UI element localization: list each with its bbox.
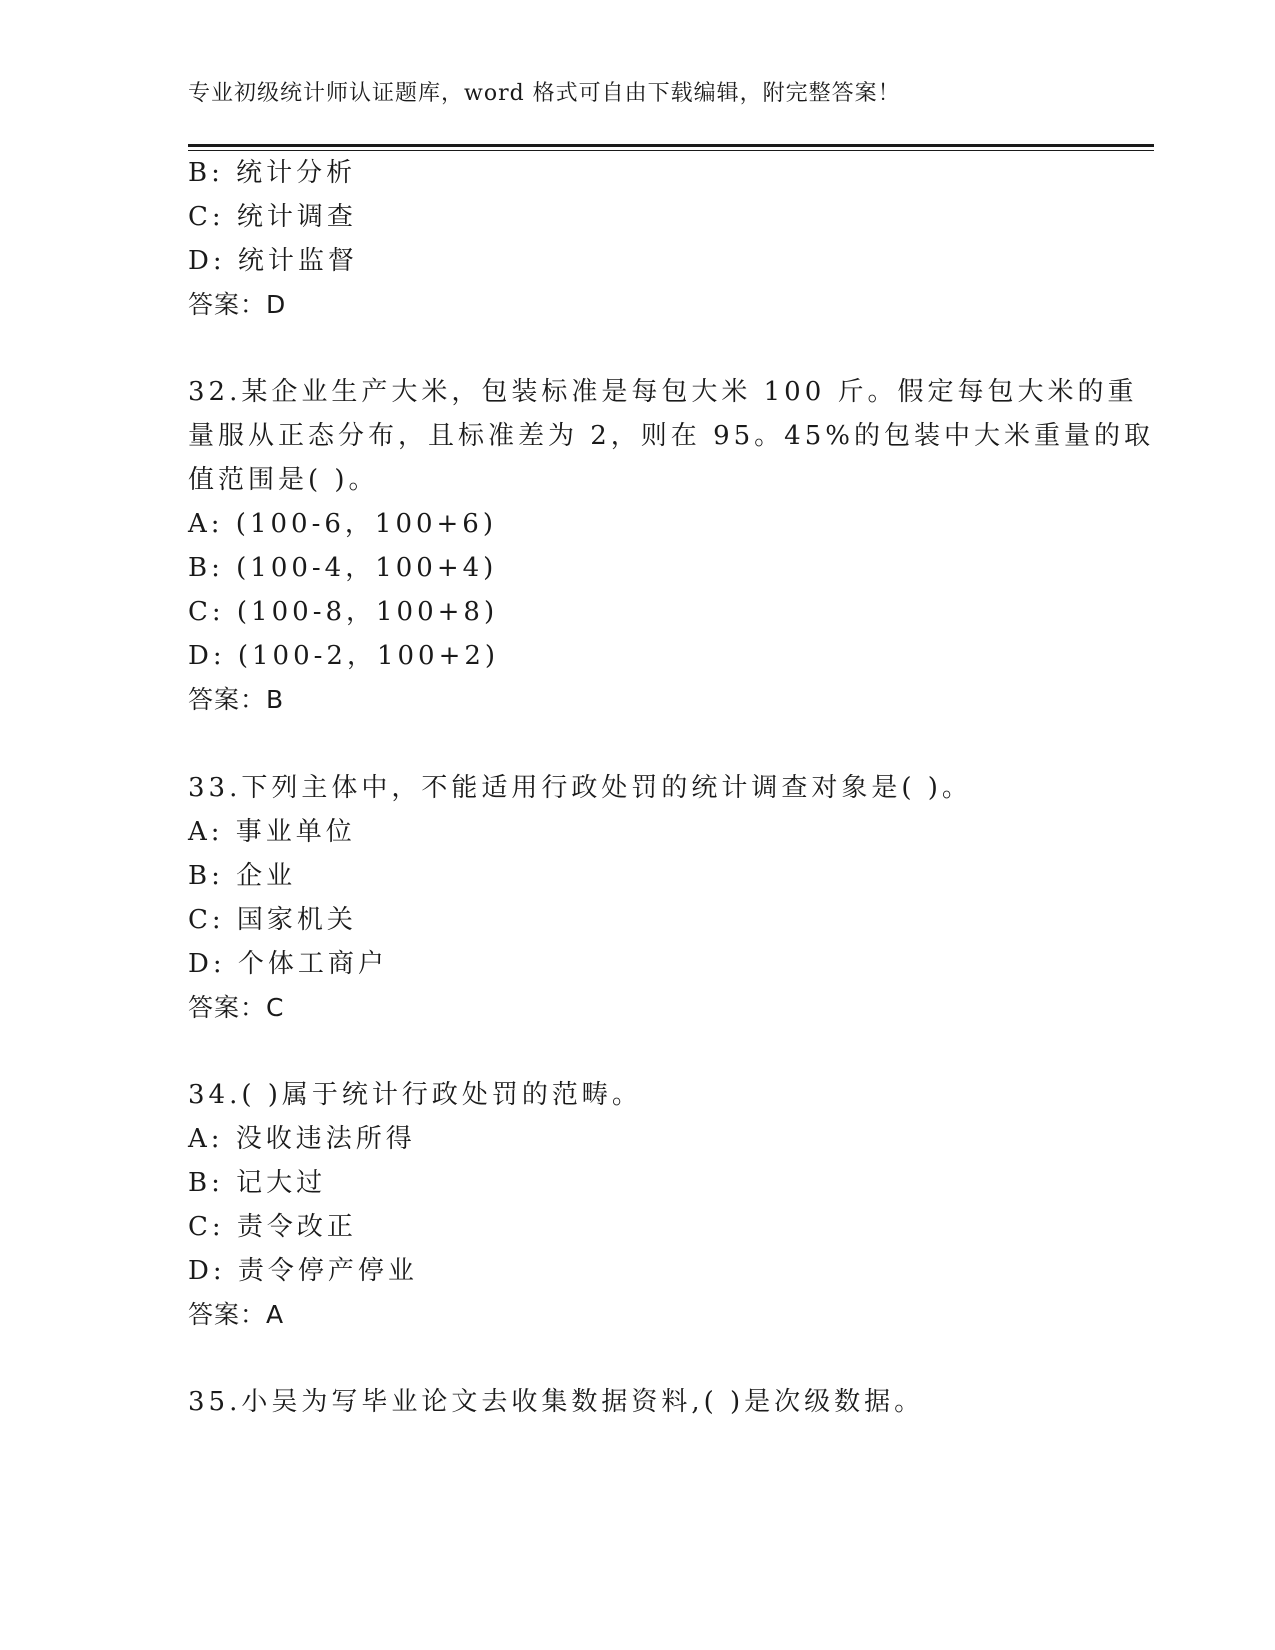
q33-stem: 33.下列主体中，不能适用行政处罚的统计调查对象是( )。: [188, 773, 972, 803]
q33-option-b: B: 企业: [188, 861, 297, 891]
q35-stem: 35.小吴为写毕业论文去收集数据资料,( )是次级数据。: [188, 1387, 925, 1417]
q32-stem-line-1: 32.某企业生产大米，包装标准是每包大米 100 斤。假定每包大米的重: [188, 377, 1138, 407]
q32-stem-line-2: 量服从正态分布，且标准差为 2，则在 95。45%的包装中大米重量的取: [188, 421, 1154, 451]
q34-option-b: B: 记大过: [188, 1168, 327, 1198]
header-rule-thin: [188, 150, 1154, 151]
q32-stem-line-3: 值范围是( )。: [188, 465, 379, 495]
q34-stem: 34.( )属于统计行政处罚的范畴。: [188, 1080, 642, 1110]
q34-option-c: C: 责令改正: [188, 1212, 357, 1242]
q33-option-a: A: 事业单位: [188, 817, 356, 847]
q33-option-c: C: 国家机关: [188, 905, 357, 935]
q32-option-d: D: (100-2，100+2): [188, 641, 500, 671]
q34-answer: 答案：A: [188, 1300, 285, 1329]
q34-option-a: A: 没收违法所得: [188, 1124, 416, 1154]
page-header: 专业初级统计师认证题库，word 格式可自由下载编辑，附完整答案！: [188, 81, 901, 106]
q32-option-b: B: (100-4，100+4): [188, 553, 498, 583]
q31-option-b: B: 统计分析: [188, 158, 357, 188]
q33-answer: 答案：C: [188, 993, 285, 1022]
q32-option-c: C: (100-8，100+8): [188, 597, 499, 627]
header-rule-thick: [188, 144, 1154, 147]
q34-option-d: D: 责令停产停业: [188, 1256, 418, 1286]
q31-option-c: C: 统计调查: [188, 202, 357, 232]
q33-option-d: D: 个体工商户: [188, 949, 388, 979]
q31-answer: 答案：D: [188, 290, 287, 319]
q31-option-d: D: 统计监督: [188, 246, 358, 276]
q32-answer: 答案：B: [188, 685, 285, 714]
q32-option-a: A: (100-6，100+6): [188, 509, 497, 539]
